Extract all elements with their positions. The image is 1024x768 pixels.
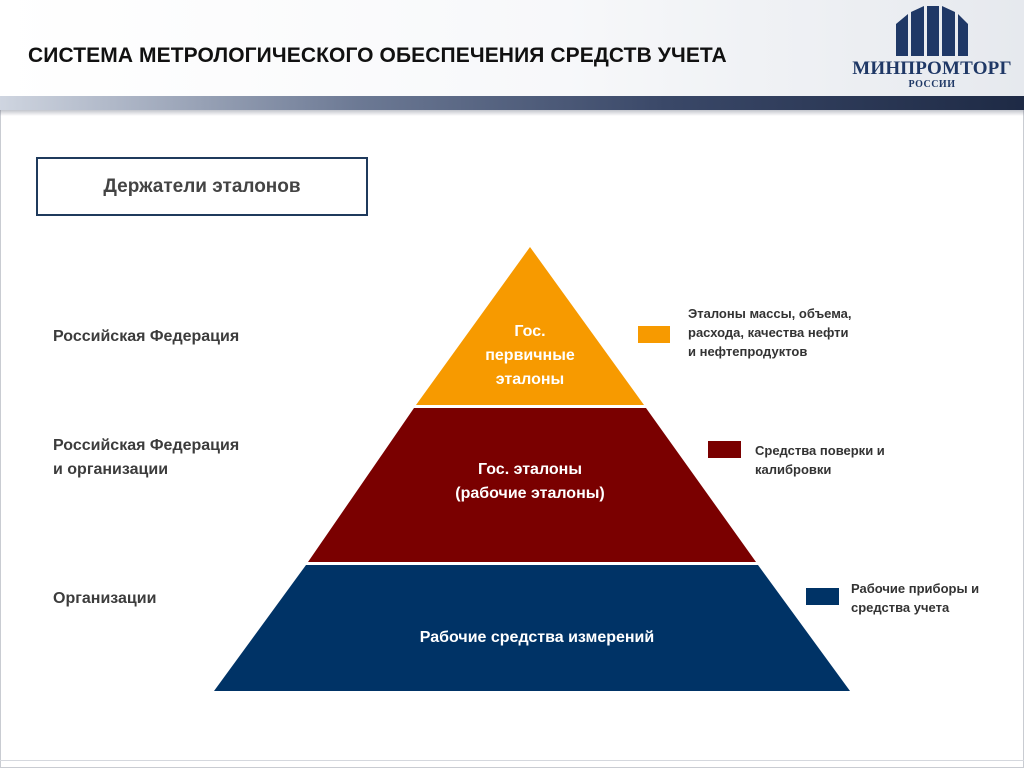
legend-item-standards bbox=[688, 304, 852, 361]
legend-standards-line1: Эталоны массы, объема, bbox=[688, 306, 852, 321]
tier-primary-line1: Гос. bbox=[514, 323, 546, 340]
legend-item-calibration bbox=[755, 441, 885, 479]
row-label-middle-line2: и организации bbox=[53, 461, 169, 478]
tier-instruments-label bbox=[330, 626, 744, 650]
row-label-middle-line1: Российская Федерация bbox=[53, 437, 240, 454]
legend-calibration-line1: Средства поверки и bbox=[755, 443, 885, 458]
holders-box-label: Держатели эталонов bbox=[103, 175, 301, 197]
legend-instruments-line2: средства учета bbox=[851, 600, 950, 615]
legend-swatch-orange bbox=[638, 326, 670, 343]
tier-working-label bbox=[392, 458, 668, 506]
row-label-bottom-line1: Организации bbox=[53, 590, 157, 607]
tier-instruments-line1: Рабочие средства измерений bbox=[419, 629, 655, 646]
logo-name: МИНПРОМТОРГ bbox=[852, 58, 1012, 79]
tier-primary-label bbox=[430, 320, 630, 392]
row-label-top-line1: Российская Федерация bbox=[53, 328, 240, 345]
footer-divider bbox=[0, 760, 1024, 761]
tier-primary-line3: эталоны bbox=[495, 371, 565, 388]
page-title: СИСТЕМА МЕТРОЛОГИЧЕСКОГО ОБЕСПЕЧЕНИЯ СРЕДСТВ УЧЕТА bbox=[28, 44, 727, 67]
legend-standards-line3: и нефтепродуктов bbox=[688, 344, 808, 359]
legend-calibration-line2: калибровки bbox=[755, 462, 832, 477]
logo-subtitle: РОССИИ bbox=[908, 79, 956, 90]
legend-swatch-navy bbox=[806, 588, 839, 605]
legend-standards-line2: расхода, качества нефти bbox=[688, 325, 849, 340]
legend-swatch-darkred bbox=[708, 441, 741, 458]
legend-instruments-line1: Рабочие приборы и bbox=[851, 581, 980, 596]
tier-working-line1: Гос. эталоны bbox=[477, 461, 583, 478]
legend-item-instruments bbox=[851, 579, 979, 617]
tier-working-line2: (рабочие эталоны) bbox=[455, 485, 605, 502]
tier-primary-line2: первичные bbox=[485, 347, 575, 364]
